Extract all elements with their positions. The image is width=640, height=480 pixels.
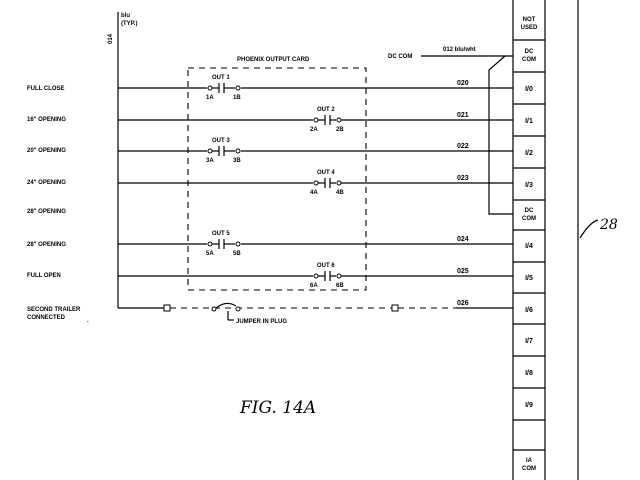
terminal-i4: I/4 bbox=[525, 243, 533, 250]
terminal-i0: I/0 bbox=[525, 86, 533, 93]
terminal-i1: I/1 bbox=[525, 118, 533, 125]
terminal-ia-com: IA bbox=[526, 458, 532, 464]
terminal-not-used-2: USED bbox=[520, 25, 538, 31]
terminal-dc-com-b: DC bbox=[524, 208, 534, 214]
terminal-i6: I/6 bbox=[525, 307, 533, 314]
row-label: 28" OPENING bbox=[27, 242, 66, 248]
contact-terminal-b: 2B bbox=[336, 127, 344, 133]
contact-name: OUT 6 bbox=[317, 263, 335, 269]
bus-color-note: blu bbox=[121, 13, 130, 19]
figure-label: FIG. 14A bbox=[240, 398, 317, 418]
dc-com-label: DC COM bbox=[388, 54, 413, 60]
contact-terminal-b: 3B bbox=[233, 158, 241, 164]
contact-name: OUT 4 bbox=[317, 170, 335, 176]
terminal-i8: I/8 bbox=[525, 370, 533, 377]
contact-terminal-b: 1B bbox=[233, 95, 241, 101]
jumper-label: JUMPER IN PLUG bbox=[236, 319, 288, 325]
wire-number: 020 bbox=[457, 80, 469, 87]
wire-number: 026 bbox=[457, 300, 469, 307]
terminal-i5: I/5 bbox=[525, 275, 533, 282]
dc-com-wire-number: 012 blu/wht bbox=[443, 47, 476, 53]
rungs bbox=[27, 75, 513, 325]
row-label: 20" OPENING bbox=[27, 148, 66, 154]
contact-out-2 bbox=[310, 107, 344, 133]
plug-pin-left bbox=[164, 305, 170, 311]
terminal-not-used: NOT bbox=[522, 17, 536, 23]
card-title: PHOENIX OUTPUT CARD bbox=[237, 57, 310, 63]
wire-number: 022 bbox=[457, 143, 469, 150]
terminal-ia-com-2: COM bbox=[522, 466, 536, 472]
contact-name: OUT 1 bbox=[212, 75, 230, 81]
trailer-dot: . bbox=[87, 318, 89, 324]
bus-color-note-typ: (TYP.) bbox=[121, 21, 138, 27]
terminal-dc-com-a-2: COM bbox=[522, 57, 536, 63]
row-label: 24" OPENING bbox=[27, 180, 66, 186]
terminal-i7: I/7 bbox=[525, 338, 533, 345]
row-label: FULL OPEN bbox=[27, 273, 61, 279]
contact-terminal-a: 4A bbox=[310, 190, 318, 196]
contact-terminal-a: 1A bbox=[206, 95, 214, 101]
contact-terminal-b: 5B bbox=[233, 251, 241, 257]
terminal-i2: I/2 bbox=[525, 150, 533, 157]
contact-terminal-b: 6B bbox=[336, 283, 344, 289]
contact-name: OUT 2 bbox=[317, 107, 335, 113]
wire-number: 024 bbox=[457, 236, 469, 243]
power-bus bbox=[108, 12, 138, 308]
contact-out-1 bbox=[206, 75, 241, 101]
row-label: FULL CLOSE bbox=[27, 86, 65, 92]
terminal-dc-com-b-2: COM bbox=[522, 216, 536, 222]
dc-com-wire bbox=[388, 47, 513, 214]
contact-out-3 bbox=[206, 138, 241, 164]
row-label: 16" OPENING bbox=[27, 117, 66, 123]
plug-pin-right bbox=[392, 305, 398, 311]
terminal-i9: I/9 bbox=[525, 402, 533, 409]
row-label: 28" OPENING bbox=[27, 209, 66, 215]
terminal-i3: I/3 bbox=[525, 182, 533, 189]
contact-name: OUT 3 bbox=[212, 138, 230, 144]
contact-out-4 bbox=[310, 170, 344, 196]
reference-numeral-text: 28 bbox=[600, 217, 618, 233]
wire-number: 025 bbox=[457, 268, 469, 275]
reference-numeral bbox=[580, 217, 618, 238]
jumper-switch bbox=[212, 303, 287, 325]
terminal-dc-com-a: DC bbox=[524, 49, 534, 55]
contact-terminal-a: 6A bbox=[310, 283, 318, 289]
wire-number: 021 bbox=[457, 112, 469, 119]
contact-terminal-a: 2A bbox=[310, 127, 318, 133]
phoenix-output-card bbox=[188, 57, 366, 290]
trailer-label-line2: CONNECTED bbox=[27, 315, 66, 321]
contact-name: OUT 5 bbox=[212, 231, 230, 237]
contact-terminal-a: 3A bbox=[206, 158, 214, 164]
wire-number: 023 bbox=[457, 175, 469, 182]
terminal-block bbox=[513, 0, 578, 480]
bus-label: 014 bbox=[108, 33, 114, 44]
contact-terminal-a: 5A bbox=[206, 251, 214, 257]
trailer-label-line1: SECOND TRAILER bbox=[27, 307, 81, 313]
contact-out-6 bbox=[310, 263, 344, 289]
contact-out-5 bbox=[206, 231, 241, 257]
contact-terminal-b: 4B bbox=[336, 190, 344, 196]
